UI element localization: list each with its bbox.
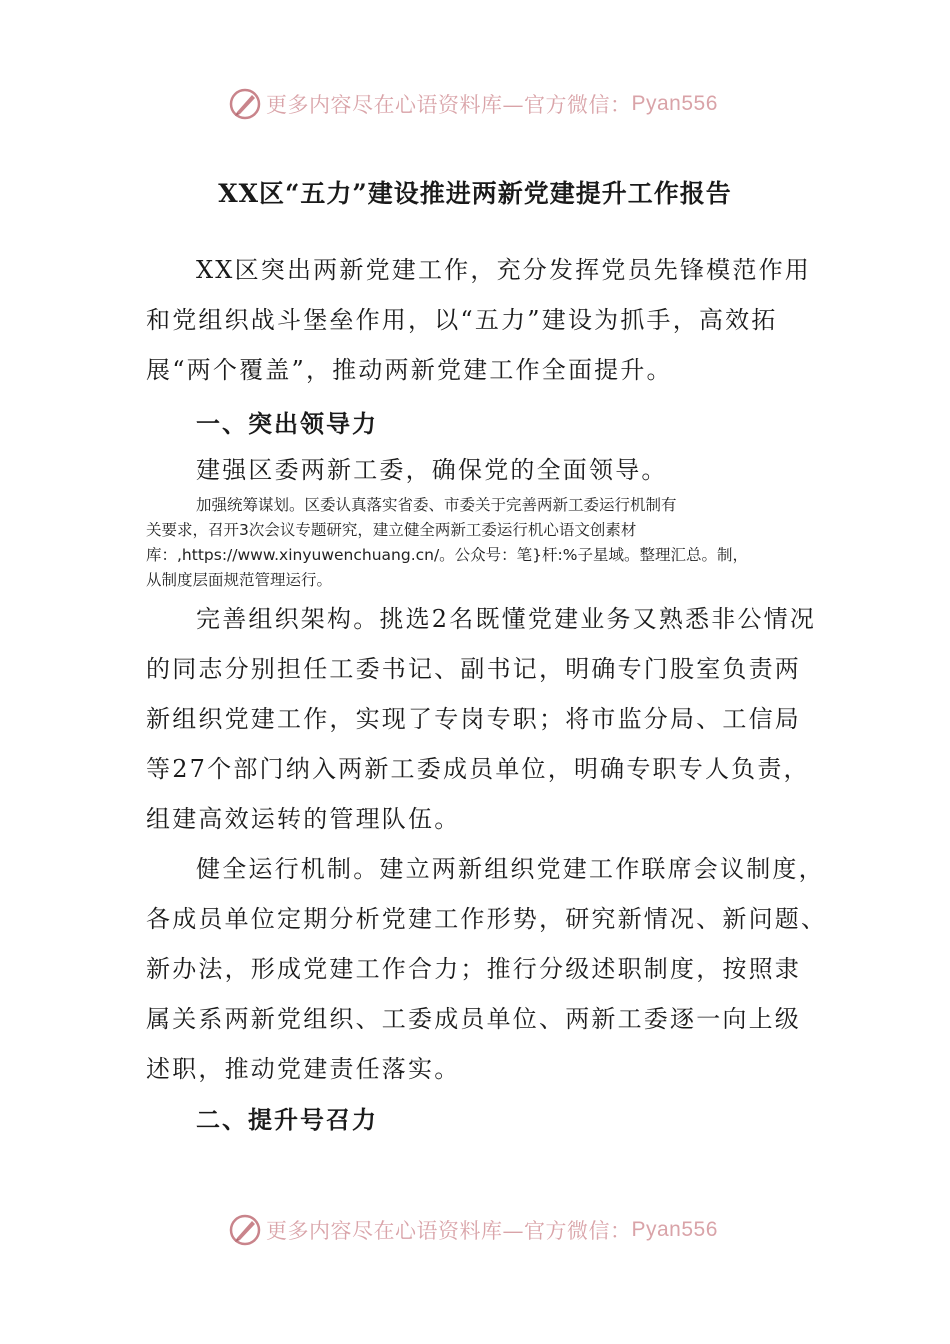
organization-paragraph: [146, 594, 816, 844]
intro-line: XX区突出两新党建工作，充分发挥党员先锋模范作用: [196, 256, 811, 284]
mech-line: 属关系两新党组织、工委成员单位、两新工委逐一向上级: [146, 1005, 801, 1033]
org-line: 组建高效运转的管理队伍。: [146, 805, 461, 833]
section-1-subheading: [146, 445, 816, 495]
org-line: 完善组织架构。挑选2名既懂党建业务又熟悉非公情况: [196, 605, 817, 633]
mech-line: 健全运行机制。建立两新组织党建工作联席会议制度，: [196, 855, 825, 883]
mech-line: 新办法，形成党建工作合力；推行分级述职制度，按照隶: [146, 955, 801, 983]
mechanism-paragraph: [146, 844, 828, 1094]
footer-watermark: [228, 1212, 718, 1248]
small-line: 关要求，召开3次会议专题研究，建立健全两新工委运行机心语文创素材: [146, 521, 637, 539]
mech-line: 述职，推动党建责任落实。: [146, 1055, 461, 1083]
intro-line: 和党组织战斗堡垒作用，以“五力”建设为抓手，高效拓: [146, 306, 778, 334]
watermark-text: 更多内容尽在心语资料库—官方微信：: [266, 1219, 632, 1243]
pen-logo-icon: [228, 1213, 262, 1247]
subheading-line: 建强区委两新工委，确保党的全面领导。: [196, 456, 668, 484]
document-title: XX区“五力”建设推进两新党建提升工作报告: [218, 179, 732, 208]
section-1-heading: 一、突出领导力: [196, 409, 378, 438]
watermark-text: 更多内容尽在心语资料库—官方微信：: [266, 93, 632, 117]
watermark-id: Pyan556: [631, 92, 718, 115]
small-line: 从制度层面规范管理运行。: [146, 571, 333, 589]
small-line: 库：,https://www.xinyuwenchuang.cn/。公众号：笔}杆:%子星域。整理汇总。制，: [146, 546, 748, 564]
header-watermark: [228, 86, 718, 122]
mech-line: 各成员单位定期分析党建工作形势，研究新情况、新问题、: [146, 905, 828, 933]
intro-paragraph: [146, 245, 816, 395]
watermark-id: Pyan556: [631, 1218, 718, 1241]
intro-line: 展“两个覆盖”，推动两新党建工作全面提升。: [146, 356, 673, 384]
org-line: 的同志分别担任工委书记、副书记，明确专门股室负责两: [146, 655, 801, 683]
org-line: 新组织党建工作，实现了专岗专职；将市监分局、工信局: [146, 705, 801, 733]
inserted-small-paragraph: [146, 493, 826, 593]
section-2-heading: 二、提升号召力: [196, 1105, 378, 1134]
small-line: 加强统筹谋划。区委认真落实省委、市委关于完善两新工委运行机制有: [196, 496, 677, 514]
org-line: 等27个部门纳入两新工委成员单位，明确专职专人负责，: [146, 755, 810, 783]
pen-logo-icon: [228, 87, 262, 121]
